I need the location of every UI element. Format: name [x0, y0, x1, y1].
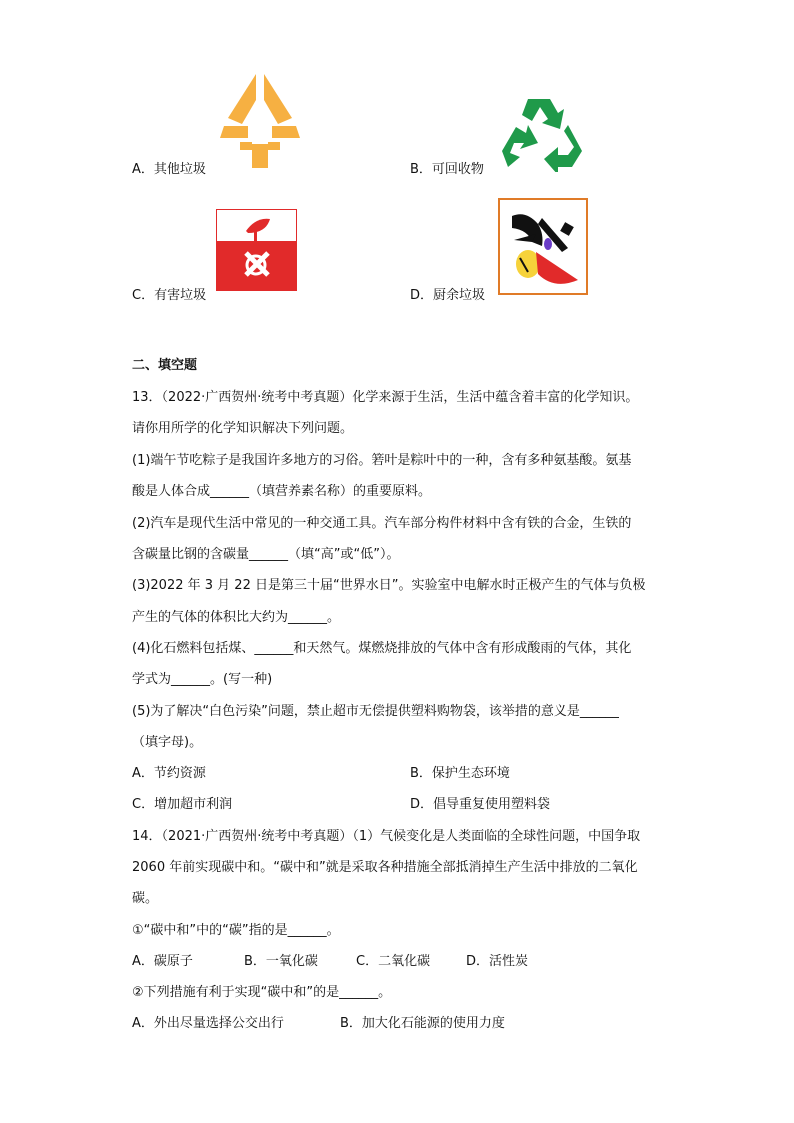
- q13-part5-line-1: (5)为了解决“白色污染”问题，禁止超市无偿提供塑料购物袋，该举措的意义是______: [132, 704, 619, 719]
- q13-option-c: C．增加超市利润: [132, 797, 233, 812]
- option-c-label: C．有害垃圾: [132, 288, 207, 303]
- section-title: 二、填空题: [132, 358, 198, 373]
- q13-part4-line-1: (4)化石燃料包括煤、______和天然气。煤燃烧排放的气体中含有形成酸雨的气体，其化: [132, 641, 632, 656]
- q13-part1-line-1: (1)端午节吃粽子是我国许多地方的习俗。箬叶是粽叶中的一种，含有多种氨基酸。氨基: [132, 453, 632, 468]
- q14-stem-line-1: 14．（2021·广西贺州·统考中考真题）（1）气候变化是人类面临的全球性问题，中国争取: [132, 829, 641, 844]
- q13-part3-line-2: 产生的气体的体积比大约为______。: [132, 610, 341, 625]
- q14-sub2-option-b: B．加大化石能源的使用力度: [340, 1016, 505, 1031]
- option-d-image: [498, 198, 588, 295]
- q13-part2-line-2: 含碳量比钢的含碳量______（填“高”或“低”）。: [132, 547, 400, 562]
- option-a-label: A．其他垃圾: [132, 162, 206, 177]
- hazardous-waste-icon: [216, 209, 297, 291]
- option-b-label: B．可回收物: [410, 162, 484, 177]
- q14-sub1-option-a: A．碳原子: [132, 954, 193, 969]
- q13-part3-line-1: (3)2022 年 3 月 22 日是第三十届“世界水日”。实验室中电解水时正极产生的气体与负极: [132, 578, 646, 593]
- option-a-image: [218, 72, 302, 170]
- q14-sub2-question: ②下列措施有利于实现“碳中和”的是______。: [132, 985, 392, 1000]
- q13-stem-line-2: 请你用所学的化学知识解决下列问题。: [132, 421, 354, 436]
- q14-stem-line-3: 碳。: [132, 891, 159, 906]
- option-d-label: D．厨余垃圾: [410, 288, 486, 303]
- option-b-image: [498, 95, 584, 172]
- kitchen-waste-icon: [498, 198, 588, 295]
- q14-sub2-option-a: A．外出尽量选择公交出行: [132, 1016, 284, 1031]
- q13-part4-line-2: 学式为______。(写一种): [132, 672, 273, 687]
- q13-part5-line-2: （填字母)。: [132, 735, 203, 750]
- q13-option-a: A．节约资源: [132, 766, 206, 781]
- q14-sub1-option-c: C．二氧化碳: [356, 954, 431, 969]
- q13-stem-line-1: 13．（2022·广西贺州·统考中考真题）化学来源于生活，生活中蕴含着丰富的化学知识。: [132, 390, 639, 405]
- recyclable-icon: [498, 95, 584, 172]
- q14-sub1-question: ①“碳中和”中的“碳”指的是______。: [132, 923, 340, 938]
- option-c-image: [216, 209, 297, 291]
- q13-option-d: D．倡导重复使用塑料袋: [410, 797, 551, 812]
- q14-stem-line-2: 2060 年前实现碳中和。“碳中和”就是采取各种措施全部抵消掉生产生活中排放的二氧化: [132, 860, 638, 875]
- q14-sub1-option-d: D．活性炭: [466, 954, 529, 969]
- q13-part2-line-1: (2)汽车是现代生活中常见的一种交通工具。汽车部分构件材料中含有铁的合金，生铁的: [132, 516, 632, 531]
- q13-option-b: B．保护生态环境: [410, 766, 510, 781]
- other-waste-icon: [218, 72, 302, 170]
- q13-part1-line-2: 酸是人体合成______（填营养素名称）的重要原料。: [132, 484, 432, 499]
- q14-sub1-option-b: B．一氧化碳: [244, 954, 318, 969]
